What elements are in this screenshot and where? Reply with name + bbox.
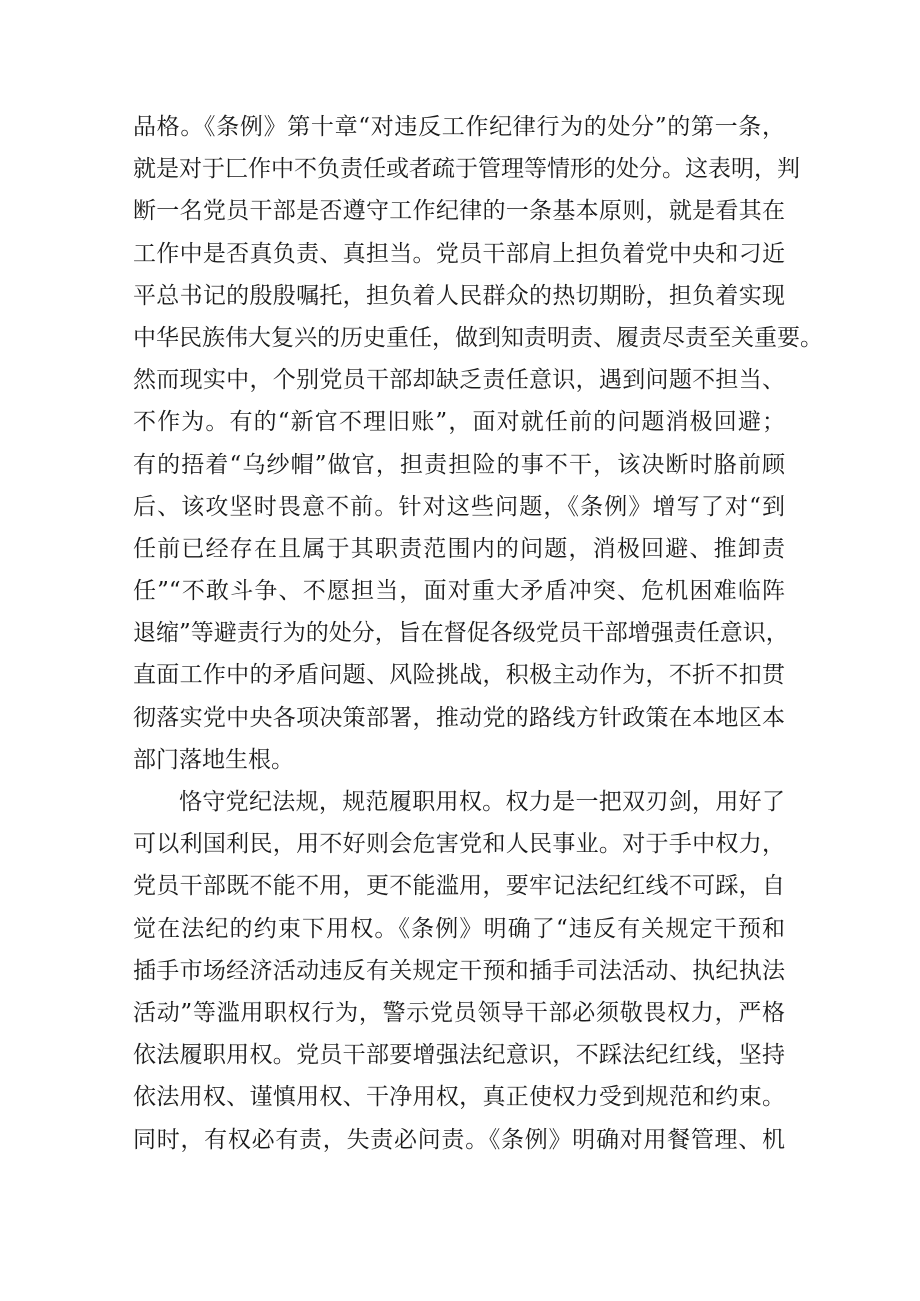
paragraph-1-line-5: 平总书记的殷殷嘱托，担负着人民群众的热切期盼，担负着实现: [133, 282, 785, 309]
paragraph-2-line-2: 可以利国利民，用不好则会危害党和人民事业。对于手中权力，: [133, 831, 785, 858]
paragraph-1-line-1: 品格。《条例》第十章“对违反工作纪律行为的处分”的第一条，: [133, 114, 785, 140]
paragraph-1-line-13: 退缩”等避责行为的处分，旨在督促各级党员干部增强责任意识，: [133, 620, 789, 647]
paragraph-1-line-4: 工作中是否真负责、真担当。党员干部肩上担负着党中央和刁近: [133, 240, 785, 267]
paragraph-1-line-8: 不作为。有的“新官不理旧账”，面对就任前的问题消极回避；: [133, 409, 785, 436]
paragraph-1-line-12: 任”“不敢斗争、不愿担当，面对重大矛盾冲突、危机困难临阵: [133, 578, 785, 605]
paragraph-2-line-8: 依法用权、谨慎用权、干净用权，真正使权力受到规范和约束。: [133, 1084, 785, 1111]
paragraph-2-line-1: 恪守党纪法规，规范履职用权。权力是一把双刃剑，用好了: [179, 789, 785, 815]
paragraph-1-line-9: 有的捂着“乌纱帽”做官，担责担险的事不干，该决断时胳前顾: [133, 451, 785, 478]
paragraph-1-line-10: 后、该攻坚时畏意不前。针对这些问题，《条例》增写了对“到: [133, 493, 785, 520]
paragraph-2-line-5: 插手市场经济活动违反有关规定干预和插手司法活动、执纪执法: [133, 957, 785, 984]
paragraph-1-line-6: 中华民族伟大复兴的历史重任，做到知责明责、履责尽责至关重要。: [133, 324, 823, 351]
paragraph-2-line-7: 依法履职用权。党员干部要增强法纪意识，不踩法纪红线，坚持: [133, 1042, 785, 1069]
paragraph-2-line-3: 党员干部既不能不用，更不能滥用，要牢记法纪红线不可踩，自: [133, 873, 785, 900]
paragraph-2-line-9: 同时，有权必有责，失责必问责。《条例》明确对用餐管理、机: [133, 1126, 785, 1153]
paragraph-1-line-14: 直面工作中的矛盾问题、风险挑战，积极主动作为，不折不扣贯: [133, 662, 785, 689]
paragraph-1-line-3: 断一名党员干部是否遵守工作纪律的一条基本原则，就是看其在: [133, 198, 785, 225]
paragraph-1-line-2: 就是对于匚作中不负责任或者疏于管理等情形的处分。这表明，判: [133, 156, 800, 183]
paragraph-2-line-6: 活动”等滥用职权行为，警示党员领导干部必须敬畏权力，严格: [133, 999, 785, 1026]
paragraph-1-line-11: 任前已经存在且属于其职责范围内的问题，消极回避、推卸责: [133, 535, 785, 562]
paragraph-1-line-15: 彻落实党中央各项决策部署，推动党的路线方针政策在本地区本: [133, 704, 785, 731]
paragraph-2-line-4: 觉在法纪的约束下用权。《条例》明确了“违反有关规定干预和: [133, 915, 785, 942]
paragraph-1-line-16: 部门落地生根。: [133, 746, 294, 773]
document-body: [133, 106, 823, 1161]
paragraph-1-line-7: 然而现实中，个别党员干部却缺乏责任意识，遇到问题不担当、: [133, 367, 785, 394]
